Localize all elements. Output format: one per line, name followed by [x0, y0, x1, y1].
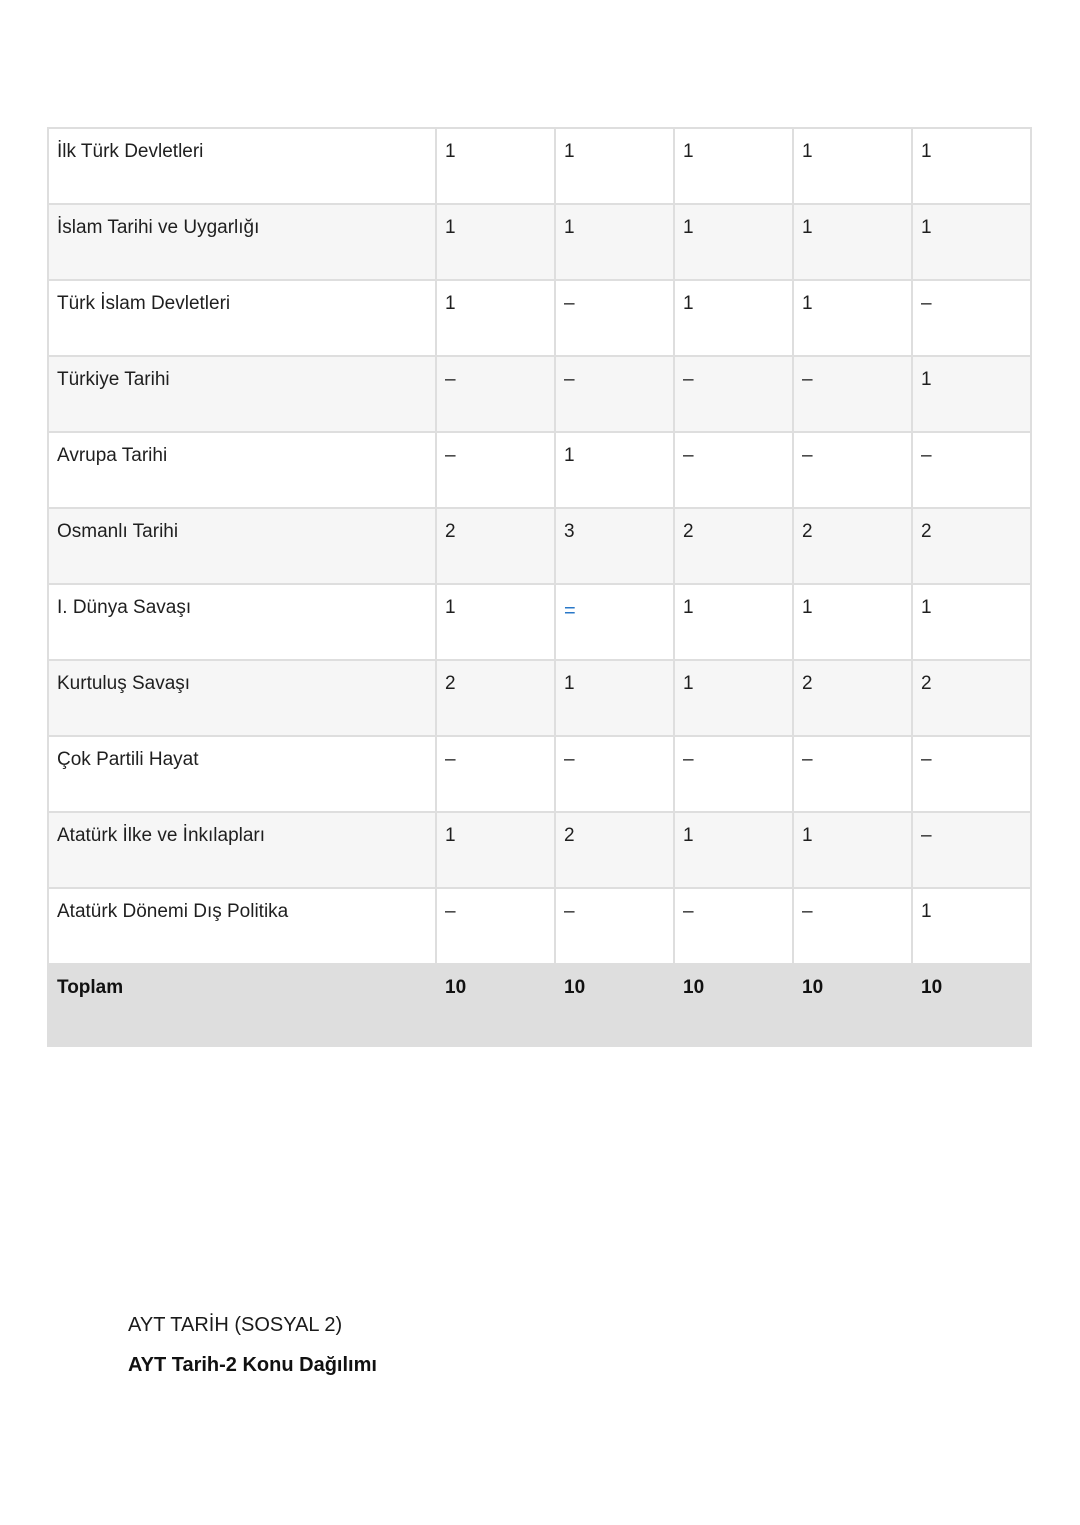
value-cell: 1: [674, 128, 793, 204]
total-label: Toplam: [48, 964, 436, 1046]
total-value-cell: 10: [793, 964, 912, 1046]
topic-cell: Türk İslam Devletleri: [48, 280, 436, 356]
value-cell: –: [555, 280, 674, 356]
value-cell: 2: [436, 508, 555, 584]
value-cell: –: [555, 888, 674, 964]
section-heading: AYT Tarih-2 Konu Dağılımı: [128, 1354, 377, 1376]
value-cell: 1: [674, 660, 793, 736]
topic-cell: İslam Tarihi ve Uygarlığı: [48, 204, 436, 280]
value-cell: –: [674, 432, 793, 508]
value-cell: –: [555, 356, 674, 432]
total-value-cell: 10: [912, 964, 1031, 1046]
value-cell: 1: [436, 204, 555, 280]
value-cell: 1: [555, 660, 674, 736]
value-cell: –: [674, 736, 793, 812]
value-cell: –: [674, 356, 793, 432]
value-cell: 1: [436, 128, 555, 204]
value-cell: 1: [555, 432, 674, 508]
value-cell: 2: [555, 812, 674, 888]
topic-cell: Çok Partili Hayat: [48, 736, 436, 812]
topic-cell: Avrupa Tarihi: [48, 432, 436, 508]
topic-cell: Türkiye Tarihi: [48, 356, 436, 432]
value-cell: 2: [674, 508, 793, 584]
value-cell: –: [555, 736, 674, 812]
value-cell: –: [436, 356, 555, 432]
topic-cell: Atatürk İlke ve İnkılapları: [48, 812, 436, 888]
topic-distribution-table-wrapper: [47, 127, 1030, 1047]
value-cell: 1: [793, 204, 912, 280]
value-cell: [555, 584, 674, 660]
topic-distribution-table: [47, 127, 1032, 1047]
topic-cell: Kurtuluş Savaşı: [48, 660, 436, 736]
section-subject: AYT TARİH (SOSYAL 2): [128, 1314, 343, 1336]
table-row: [48, 812, 1031, 888]
value-cell: 1: [436, 812, 555, 888]
topic-cell: Osmanlı Tarihi: [48, 508, 436, 584]
value-cell: –: [912, 736, 1031, 812]
table-row: [48, 356, 1031, 432]
value-cell: 1: [555, 204, 674, 280]
value-cell: –: [912, 280, 1031, 356]
value-cell: 1: [912, 204, 1031, 280]
value-cell: –: [674, 888, 793, 964]
table-row: [48, 508, 1031, 584]
value-cell: 1: [555, 128, 674, 204]
table-row: [48, 584, 1031, 660]
value-cell: 1: [912, 584, 1031, 660]
value-cell: 3: [555, 508, 674, 584]
table-row: [48, 280, 1031, 356]
value-cell: –: [436, 888, 555, 964]
value-cell: 1: [912, 356, 1031, 432]
value-cell: 1: [793, 280, 912, 356]
value-cell: 2: [912, 660, 1031, 736]
value-cell: –: [793, 356, 912, 432]
value-cell: 1: [674, 584, 793, 660]
value-cell: 2: [793, 660, 912, 736]
value-cell: 1: [793, 584, 912, 660]
value-cell: 1: [674, 812, 793, 888]
value-cell: 2: [436, 660, 555, 736]
value-link[interactable]: =: [564, 600, 576, 622]
table-row: [48, 432, 1031, 508]
table-row: [48, 888, 1031, 964]
value-cell: 1: [912, 128, 1031, 204]
value-cell: 2: [793, 508, 912, 584]
table-row: [48, 660, 1031, 736]
topic-cell: I. Dünya Savaşı: [48, 584, 436, 660]
value-cell: 1: [674, 280, 793, 356]
value-cell: 1: [436, 584, 555, 660]
value-cell: –: [793, 432, 912, 508]
value-cell: 2: [912, 508, 1031, 584]
total-row: [48, 964, 1031, 1046]
value-cell: –: [436, 736, 555, 812]
section-block: [128, 1313, 377, 1377]
table-row: [48, 736, 1031, 812]
total-value-cell: 10: [436, 964, 555, 1046]
total-value-cell: 10: [555, 964, 674, 1046]
value-cell: –: [436, 432, 555, 508]
value-cell: 1: [793, 812, 912, 888]
table-row: [48, 128, 1031, 204]
value-cell: –: [912, 812, 1031, 888]
value-cell: –: [793, 736, 912, 812]
value-cell: –: [912, 432, 1031, 508]
value-cell: 1: [436, 280, 555, 356]
topic-cell: Atatürk Dönemi Dış Politika: [48, 888, 436, 964]
topic-cell: İlk Türk Devletleri: [48, 128, 436, 204]
table-row: [48, 204, 1031, 280]
total-value-cell: 10: [674, 964, 793, 1046]
value-cell: 1: [793, 128, 912, 204]
value-cell: –: [793, 888, 912, 964]
value-cell: 1: [674, 204, 793, 280]
value-cell: 1: [912, 888, 1031, 964]
